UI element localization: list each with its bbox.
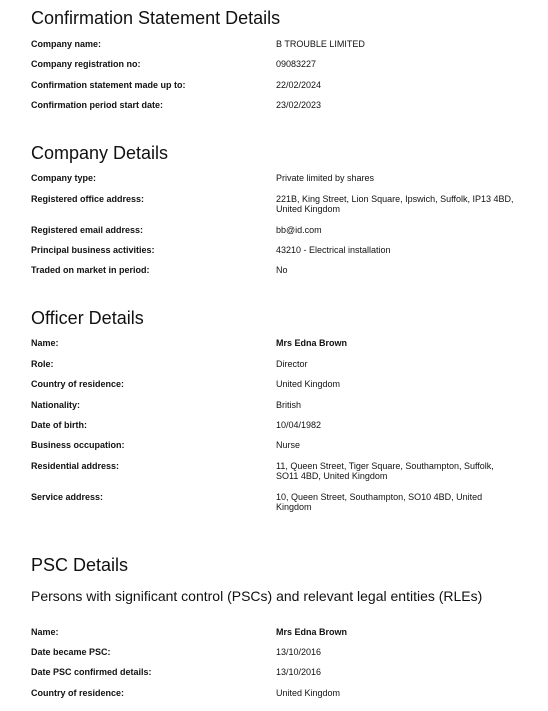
- field-value: 11, Queen Street, Tiger Square, Southampton, Suffolk, SO11 4BD, United Kingdom: [276, 461, 494, 481]
- field-value: Private limited by shares: [276, 173, 375, 183]
- field-label: Company name:: [31, 39, 102, 49]
- field-value: United Kingdom: [276, 379, 341, 389]
- field-label: Confirmation statement made up to:: [31, 80, 186, 90]
- field-label: Date became PSC:: [31, 647, 111, 657]
- psc-subheading: Persons with significant control (PSCs) and relevant legal entities (RLEs): [31, 588, 483, 604]
- field-label: Date PSC confirmed details:: [31, 667, 152, 677]
- field-label: Company type:: [31, 173, 97, 183]
- field-label: Confirmation period start date:: [31, 100, 164, 110]
- field-value: 09083227: [276, 59, 317, 69]
- field-value: 13/10/2016: [276, 647, 322, 657]
- field-value: 10, Queen Street, Southampton, SO10 4BD, United Kingdom: [276, 492, 483, 512]
- field-label: Business occupation:: [31, 440, 125, 450]
- field-value: 13/10/2016: [276, 667, 322, 677]
- field-label: Traded on market in period:: [31, 265, 150, 275]
- field-value: B TROUBLE LIMITED: [276, 39, 365, 49]
- field-label: Residential address:: [31, 461, 120, 471]
- confirmation-heading: Confirmation Statement Details: [31, 8, 281, 28]
- field-value: United Kingdom: [276, 688, 341, 698]
- field-label: Date of birth:: [31, 420, 87, 430]
- field-value: British: [276, 400, 302, 410]
- psc-heading: PSC Details: [31, 555, 129, 575]
- field-value: 10/04/1982: [276, 420, 322, 430]
- field-label: Country of residence:: [31, 688, 125, 698]
- field-value: 23/02/2023: [276, 100, 322, 110]
- field-value: bb@id.com: [276, 225, 322, 235]
- field-value: Mrs Edna Brown: [276, 338, 348, 348]
- field-label: Company registration no:: [31, 59, 141, 69]
- field-label: Role:: [31, 359, 54, 369]
- officer-heading: Officer Details: [31, 308, 144, 328]
- field-label: Nationality:: [31, 400, 81, 410]
- field-value: 43210 - Electrical installation: [276, 245, 391, 255]
- field-label: Country of residence:: [31, 379, 125, 389]
- field-label: Name:: [31, 338, 59, 348]
- field-label: Service address:: [31, 492, 104, 502]
- field-value: No: [276, 265, 288, 275]
- field-value: 221B, King Street, Lion Square, Ipswich, Suffolk, IP13 4BD, United Kingdom: [276, 194, 514, 214]
- field-label: Principal business activities:: [31, 245, 155, 255]
- field-label: Registered email address:: [31, 225, 144, 235]
- company-heading: Company Details: [31, 143, 169, 163]
- field-label: Registered office address:: [31, 194, 145, 204]
- field-value: Director: [276, 359, 308, 369]
- field-label: Name:: [31, 627, 59, 637]
- field-value: Mrs Edna Brown: [276, 627, 348, 637]
- field-value: 22/02/2024: [276, 80, 322, 90]
- field-value: Nurse: [276, 440, 301, 450]
